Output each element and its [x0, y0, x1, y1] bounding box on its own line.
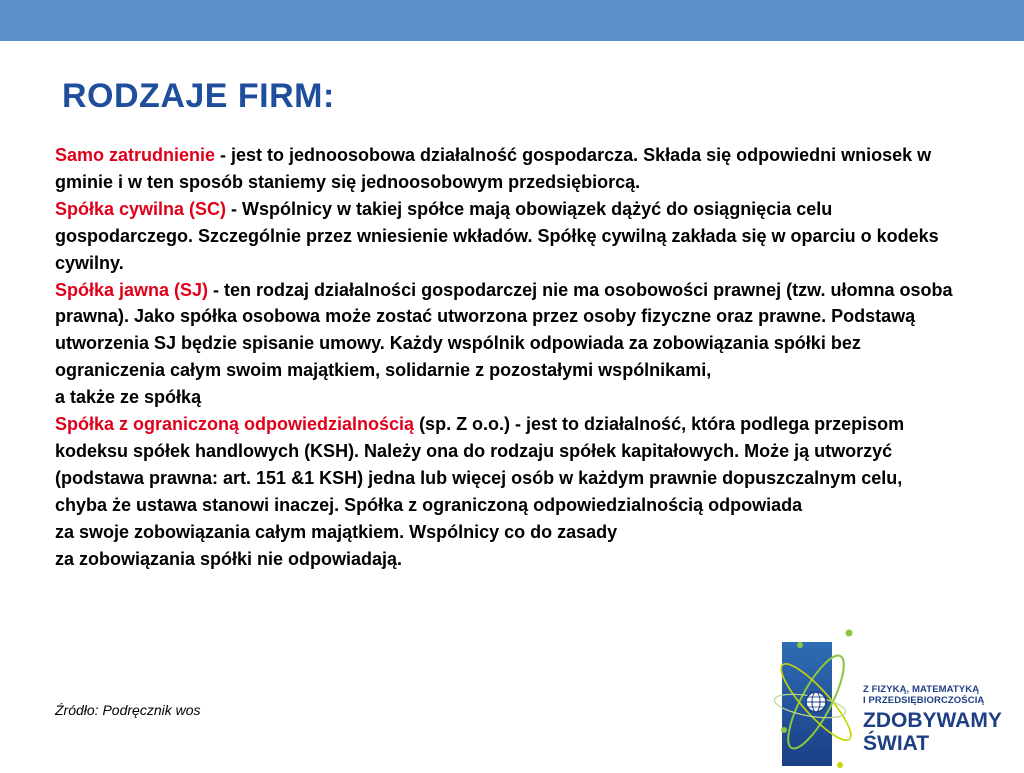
logo-tagline-line1: Z FIZYKĄ, MATEMATYKĄ — [863, 684, 980, 695]
logo-text — [863, 684, 1002, 755]
logo-tagline-line2: I PRZEDSIĘBIORCZOŚCIĄ — [863, 695, 985, 706]
list-item-continuation: za zobowiązania spółki nie odpowiadają. — [55, 548, 403, 569]
globe-icon — [806, 692, 826, 712]
term-label: Spółka cywilna (SC) — [55, 198, 227, 219]
slide-content — [55, 142, 955, 573]
term-label: Spółka jawna (SJ) — [55, 279, 209, 300]
slide-title: RODZAJE FIRM: — [62, 77, 335, 115]
term-description: - Wspólnicy w takiej spółce mają obowiązek dążyć do osiągnięcia celu gospodarczego. Szczególnie przez wniesienie wkładów. Spółkę cywilną zakłada się w oparciu o kodeks cywilny. — [55, 198, 939, 273]
list-item-continuation: za swoje zobowiązania całym majątkiem. Wspólnicy co do zasady — [55, 521, 618, 542]
list-item — [55, 411, 955, 519]
project-logo — [770, 620, 1024, 768]
list-item — [55, 142, 955, 196]
list-item-continuation: a także ze spółką — [55, 387, 202, 408]
list-item — [55, 277, 955, 385]
term-description: (sp. Z o.o.) - jest to działalność, która podlega przepisom kodeksu spółek handlowych (KSH). Należy ona do rodzaju spółek kapitałowych. Może ją utworzyć (podstawa prawna: art. 151 &1 KSH) jedna lub więcej osób w każdym prawnie dopuszczalnym celu, chyba że ustawa stanowi inaczej. Spółka z ograniczoną odpowiedzialnością odpowiada — [55, 414, 905, 515]
source-note: Źródło: Podręcznik wos — [55, 702, 201, 718]
top-bar — [0, 0, 1024, 41]
term-description: - ten rodzaj działalności gospodarczej nie ma osobowości prawnej (tzw. ułomna osoba prawna). Jako spółka osobowa może zostać utworzona przez osoby fizyczne oraz prawne. Podstawą utworzenia SJ będzie spisanie umowy. Każdy wspólnik odpowiada za zobowiązania spółki bez ograniczenia całym swoim majątkiem, solidarnie z pozostałymi wspólnikami, — [55, 279, 953, 381]
logo-title-line1: ZDOBYWAMY — [863, 709, 1002, 732]
list-item — [55, 196, 955, 277]
term-label: Samo zatrudnienie — [55, 145, 216, 165]
term-label: Spółka z ograniczoną odpowiedzialnością — [55, 414, 415, 435]
term-description: - jest to jednoosobowa działalność gospodarcza. Składa się odpowiedni wniosek w gminie i w ten sposób staniemy się jednoosobowym przedsiębiorcą. — [55, 145, 932, 192]
logo-title-line2: ŚWIAT — [863, 732, 930, 755]
